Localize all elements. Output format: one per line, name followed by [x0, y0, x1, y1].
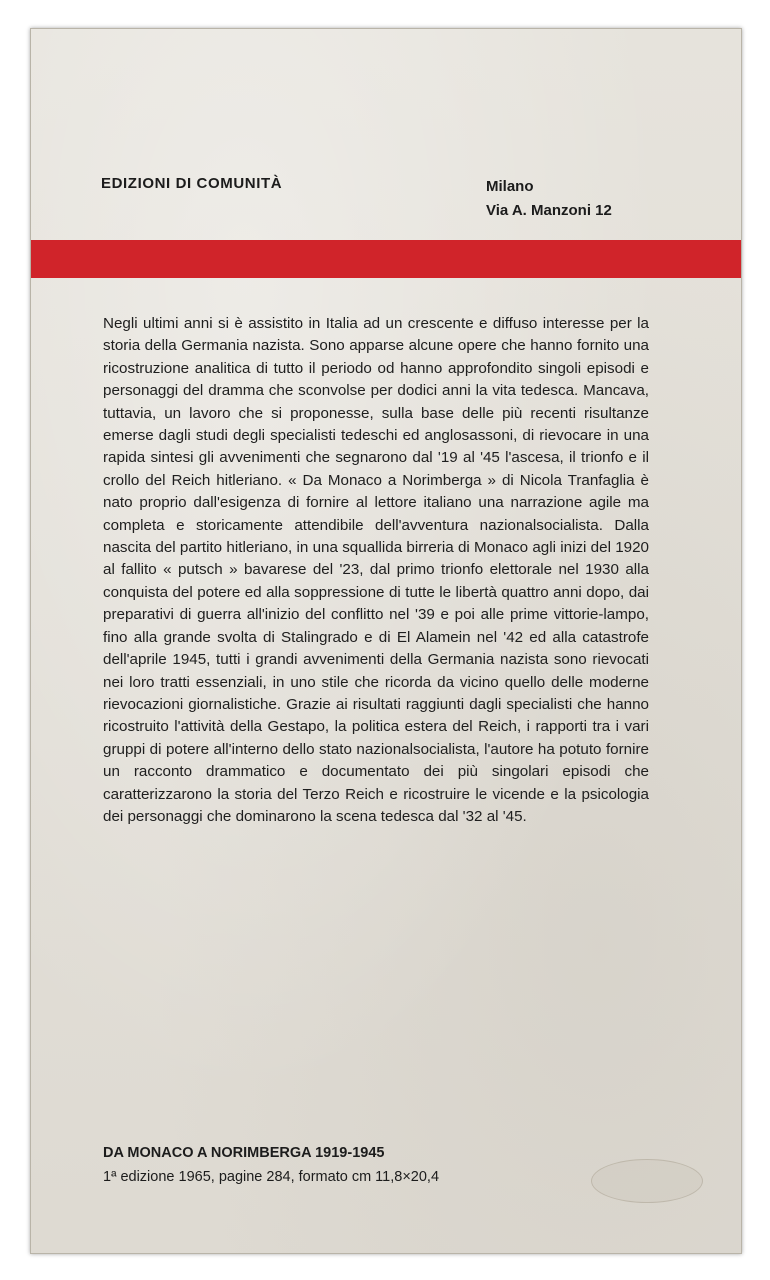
book-back-cover	[30, 28, 742, 1254]
publisher-city: Milano	[486, 178, 534, 195]
book-title: DA MONACO A NORIMBERGA 1919-1945	[103, 1145, 385, 1161]
publisher-name: EDIZIONI DI COMUNITÀ	[101, 175, 283, 192]
publisher-address	[486, 175, 612, 223]
back-cover-blurb: Negli ultimi anni si è assistito in Italia ad un crescente e diffuso interesse per la storia della Germania nazista. Sono apparse alcune opere che hanno fornito una ricostruzione analitica di tutto il periodo od hanno approfondito singoli episodi e personaggi del dramma che sconvolse per dodici anni la vita tedesca. Mancava, tuttavia, un lavoro che si proponesse, sulla base delle più recenti risultanze emerse dagli studi degli specialisti tedeschi ed anglosassoni, di rievocare in una rapida sintesi gli avvenimenti che segnarono dal '19 al '45 l'ascesa, il trionfo e il crollo del Reich hitleriano. « Da Monaco a Norimberga » di Nicola Tranfaglia è nato proprio dall'esigenza di fornire al lettore italiano una narrazione agile ma completa e storicamente attendibile dell'avventura nazionalsocialista. Dalla nascita del partito hitleriano, in una squallida birreria di Monaco agli inizi del 1920 al fallito « putsch » bavarese del '23, dal primo trionfo elettorale nel 1930 alla conquista del potere ed alla soppressione di tutte le libertà quattro anni dopo, dai preparativi di guerra all'inizio del conflitto nel '39 e poi alle prime vittorie-lampo, fino alla grande svolta di Stalingrado e di El Alamein nel '42 ed alla catastrofe dell'aprile 1945, tutti i grandi avvenimenti della Germania nazista sono rievocati nei loro tratti essenziali, in uno stile che ricorda da vicino quello delle moderne rievocazioni giornalistiche. Grazie ai risultati raggiunti dagli specialisti che hanno ricostruito l'attività della Gestapo, la politica estera del Reich, i rapporti tra i vari gruppi di potere all'interno dello stato nazionalsocialista, l'autore ha potuto fornire un racconto drammatico e documentato dei più singolari episodi che caratterizzarono la storia del Terzo Reich e ricostruire le vicende e la psicologia dei personaggi che dominarono la scena tedesca dal '32 al '45.	[103, 315, 649, 825]
red-band	[31, 240, 741, 278]
paper-stain	[591, 1159, 703, 1203]
edition-details: 1ª edizione 1965, pagine 284, formato cm 11,8×20,4	[103, 1169, 440, 1185]
publisher-street: Via A. Manzoni 12	[486, 202, 612, 219]
